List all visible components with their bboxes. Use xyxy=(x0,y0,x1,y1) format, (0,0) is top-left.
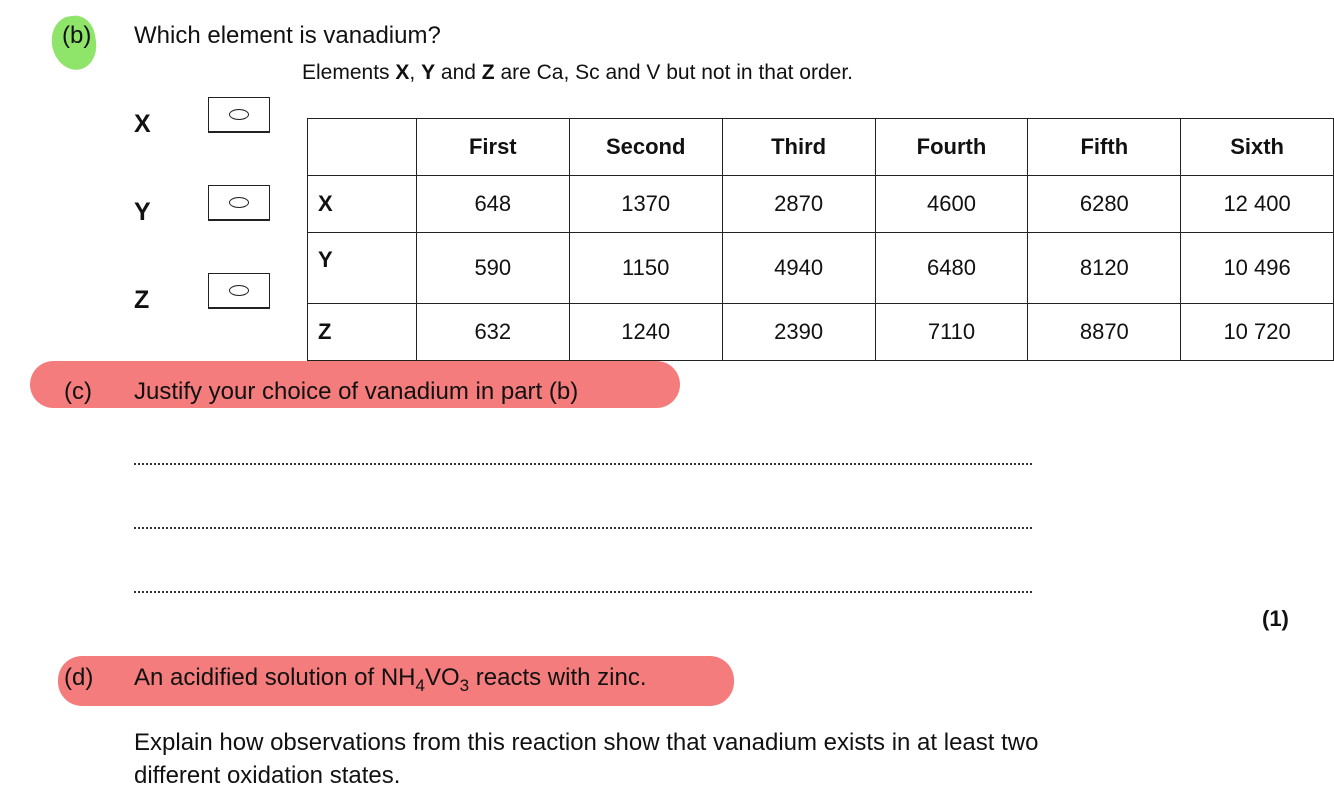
part-b-question: Which element is vanadium? xyxy=(134,22,441,49)
ionisation-energy-table xyxy=(307,118,1334,361)
part-c-question: Justify your choice of vanadium in part (b) xyxy=(134,378,579,405)
table-cell: 10 720 xyxy=(1181,304,1334,361)
table-cell: 6480 xyxy=(875,233,1028,304)
table-header-cell: Second xyxy=(569,119,722,176)
part-d-explain-line-1: Explain how observations from this reaction show that vanadium exists in at least two xyxy=(134,729,1039,756)
table-cell: 1150 xyxy=(569,233,722,304)
table-row xyxy=(308,233,1334,304)
table-cell: 8120 xyxy=(1028,233,1181,304)
answer-line-2[interactable] xyxy=(134,527,1032,529)
table-header-cell: First xyxy=(416,119,569,176)
table-intro: Elements X, Y and Z are Ca, Sc and V but not in that order. xyxy=(302,61,854,84)
table-header-cell xyxy=(308,119,417,176)
table-header-cell: Fourth xyxy=(875,119,1028,176)
table-header-cell: Fifth xyxy=(1028,119,1181,176)
table-cell: 4940 xyxy=(722,233,875,304)
table-cell: 590 xyxy=(416,233,569,304)
marks-label: (1) xyxy=(1262,606,1289,631)
option-y-label: Y xyxy=(134,198,151,226)
table-cell: 6280 xyxy=(1028,176,1181,233)
table-cell: 2390 xyxy=(722,304,875,361)
table-cell: 7110 xyxy=(875,304,1028,361)
table-header-cell: Sixth xyxy=(1181,119,1334,176)
answer-line-3[interactable] xyxy=(134,591,1032,593)
part-d-explain-line-2: different oxidation states. xyxy=(134,762,401,789)
table-cell: 12 400 xyxy=(1181,176,1334,233)
option-z-checkbox[interactable] xyxy=(208,273,270,309)
table-row-label: X xyxy=(308,176,417,233)
radio-oval-icon xyxy=(229,197,249,208)
answer-line-1[interactable] xyxy=(134,463,1032,465)
option-z-label: Z xyxy=(134,286,150,314)
table-cell: 4600 xyxy=(875,176,1028,233)
option-x-label: X xyxy=(134,110,151,138)
table-header-row xyxy=(308,119,1334,176)
table-cell: 648 xyxy=(416,176,569,233)
table-cell: 10 496 xyxy=(1181,233,1334,304)
radio-oval-icon xyxy=(229,109,249,120)
table-cell: 8870 xyxy=(1028,304,1181,361)
table-row xyxy=(308,176,1334,233)
table-cell: 1370 xyxy=(569,176,722,233)
part-b-label: (b) xyxy=(62,22,92,49)
table-row-label: Z xyxy=(308,304,417,361)
part-d-label: (d) xyxy=(64,664,94,691)
table-header-cell: Third xyxy=(722,119,875,176)
table-cell: 2870 xyxy=(722,176,875,233)
table-cell: 632 xyxy=(416,304,569,361)
part-c-label: (c) xyxy=(64,378,92,405)
option-y-checkbox[interactable] xyxy=(208,185,270,221)
radio-oval-icon xyxy=(229,285,249,296)
table-cell: 1240 xyxy=(569,304,722,361)
part-d-question: An acidified solution of $NH_4VO_3$ reacts with zinc. xyxy=(134,664,647,695)
table-row-label: Y xyxy=(308,233,417,304)
option-x-checkbox[interactable] xyxy=(208,97,270,133)
table-row xyxy=(308,304,1334,361)
